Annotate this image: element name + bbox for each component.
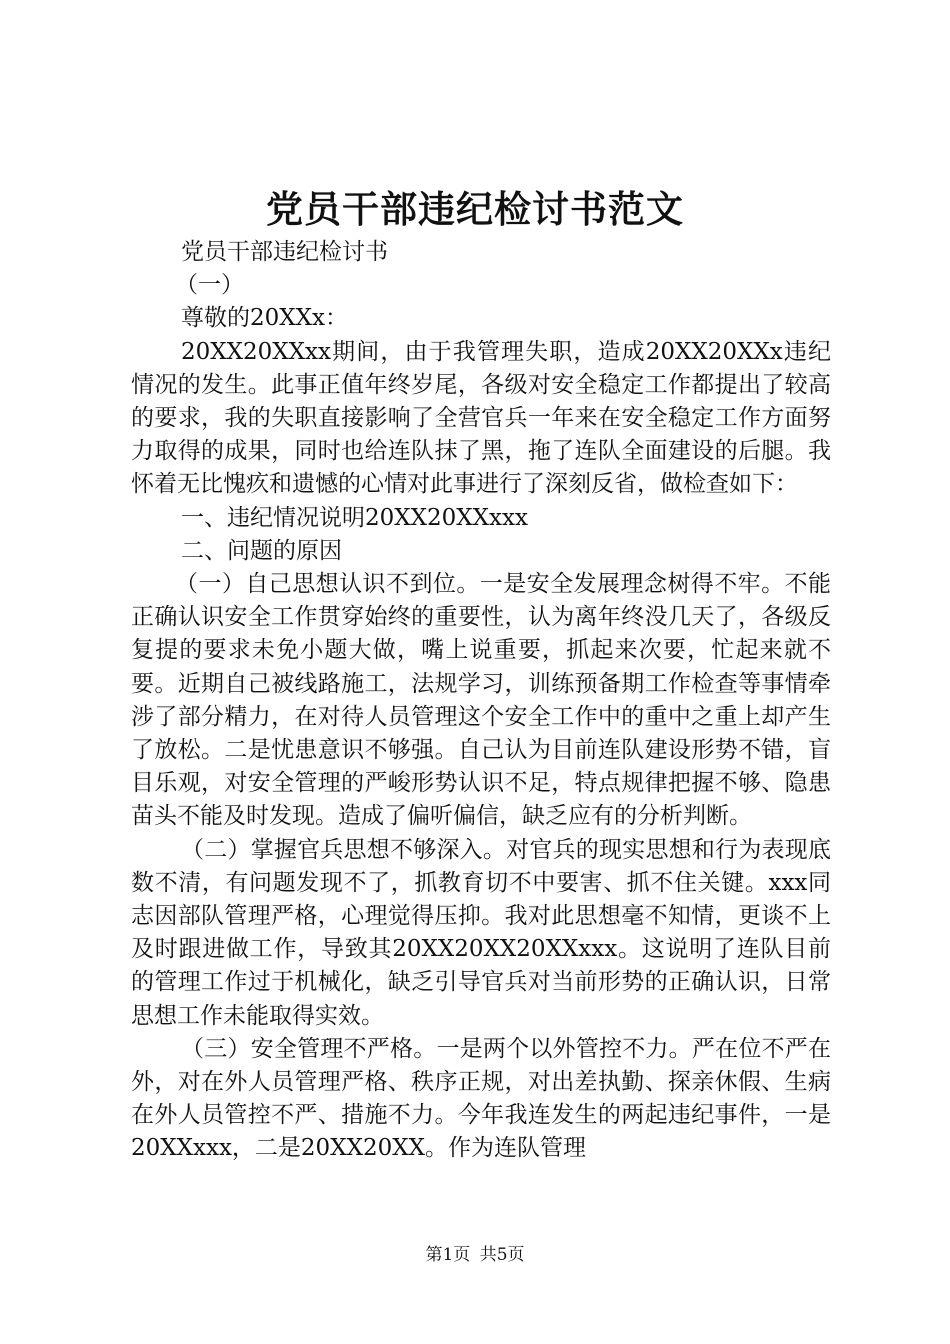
- paragraph-item-one: 一、违纪情况说明20XX20XXxxx: [181, 504, 528, 531]
- paragraph-item-two: 二、问题的原因: [181, 537, 342, 564]
- page-total: 共5页: [479, 1245, 525, 1265]
- paragraph-reason-one: （一）自己思想认识不到位。一是安全发展理念树得不牢。不能正确认识安全工作贯穿始终的重要性，认为离年终没几天了，各级反复提的要求未免小题大做，嘴上说重要，抓起来次要，忙起来就不要。近期自己被线路施工，法规学习，训练预备期工作检查等事情牵涉了部分精力，在对待人员管理这个安全工作中的重中之重上却产生了放松。二是忧患意识不够强。自己认为目前连队建设形势不错，盲目乐观，对安全管理的严峻形势认识不足，特点规律把握不够、隐患苗头不能及时发现。造成了偏听偏信，缺乏应有的分析判断。: [131, 571, 831, 830]
- paragraph-section-number: （一）: [175, 272, 244, 299]
- page-number: 第1页: [425, 1245, 471, 1265]
- paragraph-heading: 党员干部违纪检讨书: [181, 239, 388, 265]
- page-footer: [0, 1243, 950, 1267]
- paragraph-salutation: 尊敬的20XXx：: [181, 305, 348, 332]
- document-title: 党员干部违纪检讨书范文: [266, 187, 684, 231]
- document-body: [131, 236, 831, 1166]
- paragraph-reason-three: （三）安全管理不严格。一是两个以外管控不力。严在位不严在外，对在外人员管理严格、秩序正规，对出差执勤、探亲休假、生病在外人员管控不严、措施不力。今年我连发生的两起违纪事件，一是20XXxxx，二是20XX20XX。作为连队管理: [131, 1035, 831, 1162]
- paragraph-reason-two: （二）掌握官兵思想不够深入。对官兵的现实思想和行为表现底数不清，有问题发现不了，抓教育切不中要害、抓不住关键。xxx同志因部队管理严格，心理觉得压抑。我对此思想毫不知情，更谈不上及时跟进做工作，导致其20XX20XX20XXxxx。这说明了连队目前的管理工作过于机械化，缺乏引导官兵对当前形势的正确认识，日常思想工作未能取得实效。: [131, 836, 831, 1029]
- paragraph-intro: 20XX20XXxx期间，由于我管理失职，造成20XX20XXx违纪情况的发生。此事正值年终岁尾，各级对安全稳定工作都提出了较高的要求，我的失职直接影响了全营官兵一年来在安全稳定工作方面努力取得的成果，同时也给连队抹了黑，拖了连队全面建设的后腿。我怀着无比愧疚和遗憾的心情对此事进行了深刻反省，做检查如下：: [131, 338, 831, 498]
